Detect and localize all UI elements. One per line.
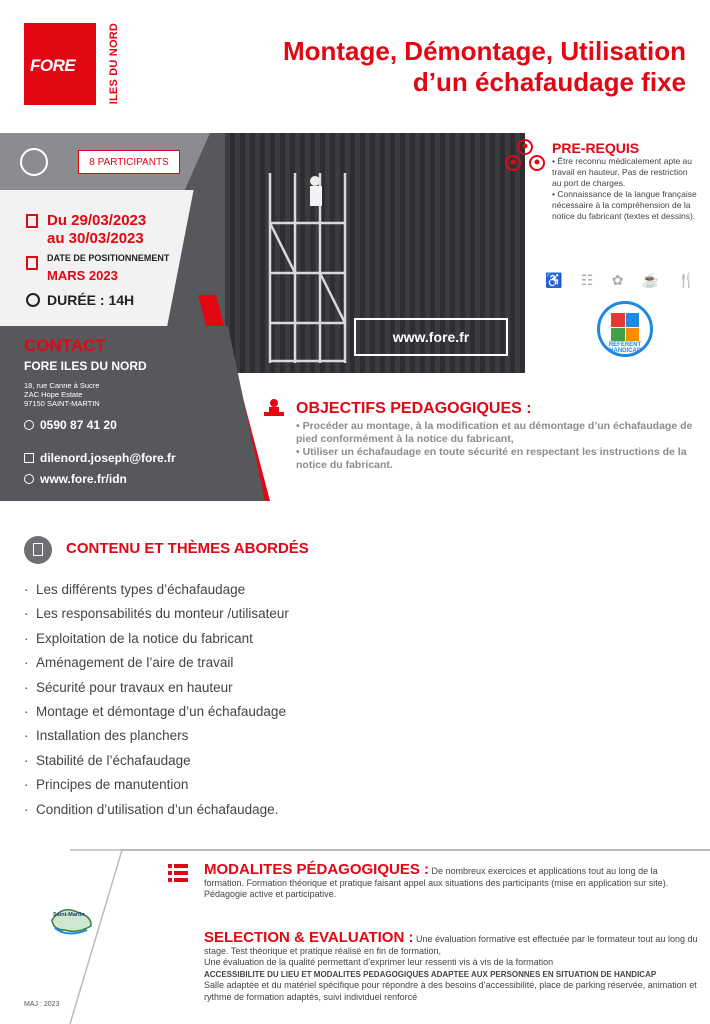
list-item: · Les différents types d’échafaudage [24,582,246,597]
contact-address [24,381,100,408]
list-icon [168,864,188,882]
objectifs-text: • Procéder au montage, à la modification et au démontage d’un échafaudage de pied conformément à la notice du fabricant, • Utiliser un échafaudage en toute sécurité en respectant les instructions de la notice du fabricant. [296,420,693,471]
positioning-value: MARS 2023 [47,268,118,283]
contact-org: FORE ILES DU NORD [24,359,147,373]
logo-side [96,23,132,105]
email-address: dilenord.joseph@fore.fr [40,451,176,465]
prerequis-text: • Être reconnu médicalement apte au travail en hauteur. Pas de restriction au port de charges. • Connaissance de la langue française nécessaire à la compréhension de la notice du fabricant (textes et dessins). [552,156,697,221]
calendar-icon [26,214,38,228]
contenu-list [24,580,289,824]
update-date: MAJ : 2023 [24,1001,60,1008]
list-item: · Aménagement de l’aire de travail [24,655,234,671]
date-from: Du 29/03/2023 [47,212,147,229]
page-title [283,36,686,98]
list-item: · Stabilité de l’échafaudage [24,752,191,768]
address-line: 18, rue Canne à Sucre [24,381,100,390]
coffee-icon: ☕ [641,272,660,288]
modalites-text: De nombreux exercices et applications tout au long de la formation. Formation théorique et pratique faisant appel aux situations des participants (mise en application sur site). [204,866,669,888]
document-icon [24,536,52,564]
partner-logo-text: Saint-Martin [53,912,85,918]
list-item: · Montage et démontage d’un échafaudage [24,703,286,719]
list-item: · Condition d’utilisation d’un échafaudage. [24,801,279,817]
contact-title: CONTACT [24,336,106,355]
logo-band [96,23,132,105]
website-badge[interactable]: www.fore.fr [354,318,508,356]
badge-label: RÉFÉRENT HANDICAP [608,342,642,354]
fore-logo [24,23,132,105]
referent-handicap-badge [597,301,653,357]
prerequis-title: PRE-REQUIS [552,140,640,156]
selection-text: Une évaluation formative est effectuée par le formateur tout au long du stage. Test théorique et pratique réalisé en fin de formation, [204,934,698,956]
positioning-label: DATE DE POSITIONNEMENT [47,253,170,263]
badge-symbols [611,313,639,341]
session-dates [47,212,146,248]
web-address: www.fore.fr/idn [40,472,127,486]
phone-icon [24,420,34,430]
list-item: · Sécurité pour travaux en hauteur [24,679,233,695]
calendar-check-icon [26,256,38,270]
list-item: · Exploitation de la notice du fabricant [24,630,253,646]
people-network-icon [505,138,545,172]
accessibility-text: Salle adaptée et du matériel spécifique pour répondre à des besoins d’accessibilité, place de parking réservée, animation et rythme de formation adaptés, suivi individuel renforcé [204,980,697,1002]
logo-brand: FORE [30,56,76,75]
selection-text-2: Une évaluation de la qualité permettant d’exprimer leur ressenti vis à vis de la formation [204,957,554,967]
accessibility-icon: ♿ [545,272,563,288]
saint-martin-logo [47,900,97,938]
scaffold-illustration [260,163,350,368]
mail-icon [24,453,34,463]
selection-section [204,929,699,1003]
contact-phone[interactable] [24,418,117,432]
address-line: ZAC Hope Estate [24,390,83,399]
selection-title: SELECTION & EVALUATION : [204,929,414,946]
bottom-top-rule [120,849,710,851]
title-line-1: Montage, Démontage, Utilisation [282,36,686,66]
contenu-title: CONTENU ET THÈMES ABORDÉS [66,540,309,557]
worker-icon [20,148,48,176]
objectifs-title: OBJECTIFS PEDAGOGIQUES : [296,400,532,417]
wifi-icon: ☷ [580,272,594,288]
flower-icon: ✿ [611,272,624,288]
contact-email[interactable] [24,451,176,465]
amenities [545,272,695,289]
modalites-text-2: Pédagogie active et participative. [204,889,337,899]
presenter-icon [264,398,284,418]
globe-icon [24,474,34,484]
phone-number: 0590 87 41 20 [40,418,117,432]
list-item: · Principes de manutention [24,777,189,793]
title-line-2: d’un échafaudage fixe [412,67,686,97]
modalites-section [204,861,699,901]
participants-badge: 8 PARTICIPANTS [78,150,180,174]
list-item: · Installation des planchers [24,728,189,744]
address-line: 97150 SAINT-MARTIN [24,399,100,408]
date-to: au 30/03/2023 [47,230,144,247]
accessibility-title: ACCESSIBILITE DU LIEU ET MODALITES PEDAGOGIQUES ADAPTEE AUX PERSONNES EN SITUATION DE HANDICAP [204,969,657,979]
duration: DURÉE : 14H [47,292,135,308]
modalites-title: MODALITES PÉDAGOGIQUES : [204,861,430,878]
list-item: · Les responsabilités du monteur /utilisateur [24,606,289,622]
cutlery-icon: 🍴 [677,272,695,288]
logo-side-text: ILES DU NORD [108,23,120,105]
contact-web[interactable] [24,472,127,486]
clock-icon [26,293,40,307]
